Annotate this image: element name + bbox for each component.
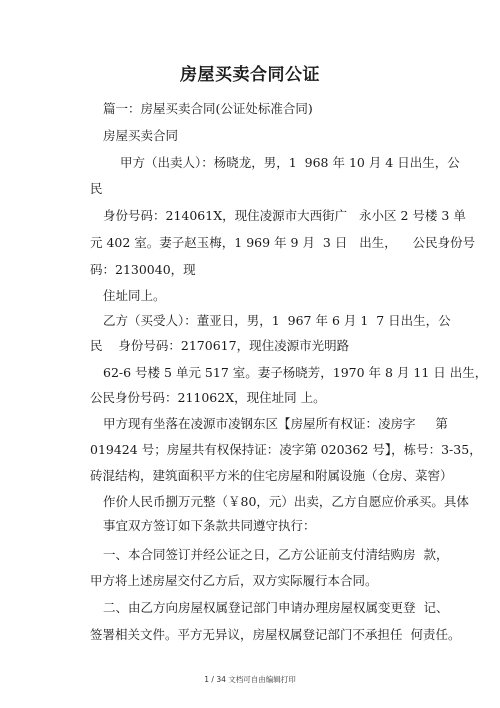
page-footer: 1 / 34 文档可自由编辑打印 [204,675,296,684]
body-line: 公民身份号码：211062X，现住址同 上。 [90,390,326,405]
body-line: 身份号码：214061X，现住凌源市大西街广 永小区 2 号楼 3 单 [103,208,466,223]
body-line: 乙方（买受人）：董亚日，男，1 967 年 6 月 1 7 日出生，公 [103,313,451,328]
body-line: 甲方将上述房屋交付乙方后，双方实际履行本合同。 [90,573,378,588]
body-line: 62-6 号楼 5 单元 517 室。妻子杨晓芳，1970 年 8 月 11 日 出生， [103,365,488,380]
body-line: 甲方（出卖人）：杨晓龙，男，1 968 年 10 月 4 日出生，公 [120,155,460,170]
body-line: 一、本合同签订并经公证之日，乙方公证前支付清结购房 款， [103,547,449,562]
body-line: 元 402 室。妻子赵玉梅，1 969 年 9 月 3 日 出生， 公民身份号 [90,235,476,250]
body-line: 民 身份号码：2170617，现住凌源市光明路 [90,338,350,353]
document-title: 房屋买卖合同公证 [180,65,320,85]
body-line: 砖混结构，建筑面积平方米的住宅房屋和附属设施（仓房、菜窖） [90,468,453,483]
body-line: 房屋买卖合同 [103,128,179,143]
body-line: 签署相关文件。平方无异议，房屋权属登记部门不承担任 何责任。 [90,627,461,642]
body-line: 篇一：房屋买卖合同(公证处标准合同) [103,101,313,116]
body-line: 甲方现有坐落在凌源市凌钢东区【房屋所有权证：凌房字 第 [103,416,448,431]
body-line: 019424 号；房屋共有权保持证：凌字第 020362 号】，栋号：3-35， [90,442,482,457]
body-line: 民 [90,181,103,196]
body-line: 码：2130040，现 [90,262,196,277]
body-line: 作价人民币捌万元整（￥80，元）出卖，乙方自愿应价承买。具体 [103,494,469,509]
body-line: 住址同上。 [103,288,166,303]
body-line: 事宜双方签订如下条款共同遵守执行： [103,518,316,533]
body-line: 二、由乙方向房屋权属登记部门申请办理房屋权属变更登 记、 [103,600,449,615]
